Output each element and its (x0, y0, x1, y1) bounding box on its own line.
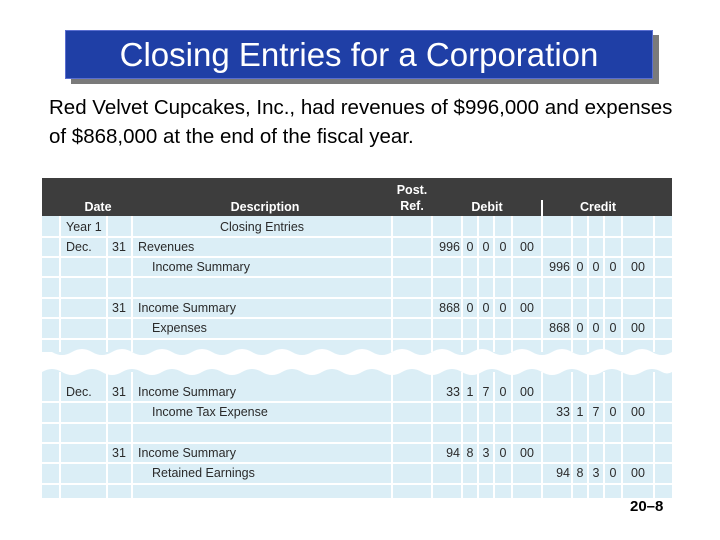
row-day: 31 (112, 385, 126, 399)
debit-digit: 0 (499, 385, 507, 399)
year-label: Year 1 (66, 220, 102, 234)
credit-digit: 0 (576, 260, 584, 274)
credit-digit: 0 (592, 260, 600, 274)
debit-digit: 0 (499, 446, 507, 460)
credit-thousands: 94 (556, 466, 570, 480)
credit-thousands: 996 (549, 260, 570, 274)
debit-thousands: 996 (439, 240, 460, 254)
credit-thousands: 33 (556, 405, 570, 419)
row-account: Income Summary (138, 301, 236, 315)
debit-cents: 00 (520, 301, 534, 315)
debit-cents: 00 (520, 385, 534, 399)
slide-title: Closing Entries for a Corporation (65, 30, 653, 79)
credit-digit: 0 (576, 321, 584, 335)
closing-entries-heading: Closing Entries (219, 220, 305, 234)
header-description: Description (230, 200, 300, 214)
row-account: Income Summary (138, 385, 236, 399)
header-debit: Debit (471, 200, 503, 214)
credit-thousands: 868 (549, 321, 570, 335)
credit-cents: 00 (631, 321, 645, 335)
row-account: Expenses (152, 321, 207, 335)
debit-digit: 3 (482, 446, 490, 460)
debit-digit: 0 (499, 240, 507, 254)
credit-digit: 8 (576, 466, 584, 480)
debit-cents: 00 (520, 446, 534, 460)
debit-digit: 7 (482, 385, 490, 399)
header-credit: Credit (579, 200, 617, 214)
credit-digit: 7 (592, 405, 600, 419)
debit-digit: 0 (482, 301, 490, 315)
row-month: Dec. (66, 240, 92, 254)
credit-digit: 3 (592, 466, 600, 480)
credit-digit: 0 (609, 260, 617, 274)
debit-thousands: 94 (446, 446, 460, 460)
credit-cents: 00 (631, 405, 645, 419)
debit-thousands: 868 (439, 301, 460, 315)
debit-cents: 00 (520, 240, 534, 254)
debit-digit: 0 (499, 301, 507, 315)
credit-digit: 0 (592, 321, 600, 335)
intro-text: Red Velvet Cupcakes, Inc., had revenues of $996,000 and expenses of $868,000 at the end of the fiscal year. (49, 96, 673, 148)
row-day: 31 (112, 240, 126, 254)
header-date: Date (84, 200, 112, 214)
debit-digit: 0 (466, 301, 474, 315)
credit-digit: 0 (609, 321, 617, 335)
row-account: Income Summary (138, 446, 236, 460)
row-account: Revenues (138, 240, 195, 254)
row-day: 31 (112, 301, 126, 315)
debit-digit: 0 (466, 240, 474, 254)
debit-digit: 0 (482, 240, 490, 254)
debit-thousands: 33 (446, 385, 460, 399)
row-account: Income Summary (152, 260, 250, 274)
debit-digit: 1 (466, 385, 474, 399)
row-account: Retained Earnings (152, 466, 255, 480)
credit-digit: 0 (609, 466, 617, 480)
debit-digit: 8 (466, 446, 474, 460)
row-month: Dec. (66, 385, 92, 399)
credit-digit: 0 (609, 405, 617, 419)
credit-digit: 1 (576, 405, 584, 419)
row-day: 31 (112, 446, 126, 460)
row-account: Income Tax Expense (152, 405, 268, 419)
header-post-ref-line1: Post. (396, 183, 428, 197)
credit-cents: 00 (631, 466, 645, 480)
page-number: 20–8 (630, 498, 664, 515)
header-post-ref-line2: Ref. (400, 199, 424, 213)
credit-cents: 00 (631, 260, 645, 274)
